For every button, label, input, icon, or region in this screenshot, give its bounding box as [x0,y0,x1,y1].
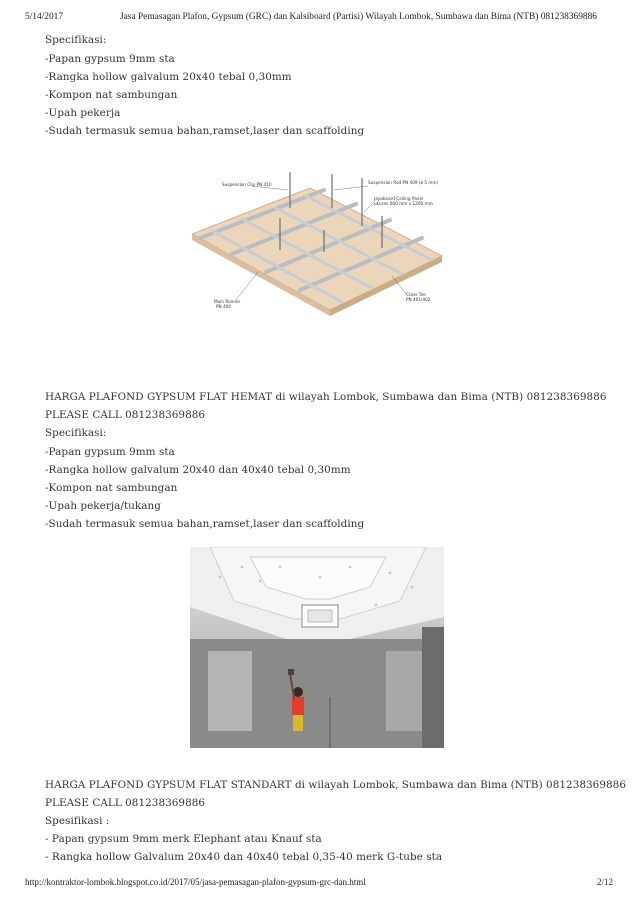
label-jayaboard-size: ukuran 600 mm x 1200 mm [374,201,433,206]
ceiling-installation-photo [190,547,444,748]
spec-item: -Kompon nat sambungan [45,482,178,494]
page-title: Jasa Pemasagan Plafon, Gypsum (GRC) dan Kalsiboard (Partisi) Wilayah Lombok, Sumbawa dan Bima (NTB) 081238369886 [120,12,597,22]
page-header [25,12,613,26]
spec-item: -Sudah termasuk semua bahan,ramset,laser dan scaffolding [45,125,365,137]
label-suspension-clip: Suspension Clip PN 410 [222,182,272,187]
spec-item: - Rangka hollow Galvalum 20x40 dan 40x40 tebal 0,35-40 merk G-tube sta [45,851,443,863]
spec-item: -Sudah termasuk semua bahan,ramset,laser dan scaffolding [45,518,365,530]
spec-heading: Specifikasi: [45,34,107,46]
contact-line: PLEASE CALL 081238369886 [45,797,206,809]
spec-item: - Papan gypsum 9mm merk Elephant atau Knauf sta [45,833,322,845]
page-footer [25,877,613,891]
spec-heading: Spesifikasi : [45,815,110,827]
label-cross-tee-pn: PN 401/402 [406,297,431,302]
label-main-runner-pn: PN 400 [216,304,231,309]
page-number: 2/12 [596,877,613,887]
spec-item: -Upah pekerja/tukang [45,500,161,512]
label-cross-tee: Cross Tee [406,292,426,297]
label-suspension-rod: Suspension Rod PN 409 (ø 5 mm) [368,180,439,185]
spec-item: -Papan gypsum 9mm sta [45,53,175,65]
source-url[interactable]: http://kontraktor-lombok.blogspot.co.id/2017/05/jasa-pemasagan-plafon-gypsum-grc-dan.html [25,877,366,887]
price-heading-standart: HARGA PLAFOND GYPSUM FLAT STANDART di wilayah Lombok, Sumbawa dan Bima (NTB) 081238369886 [45,779,626,791]
spec-item: -Rangka hollow galvalum 20x40 dan 40x40 tebal 0,30mm [45,464,351,476]
label-jayaboard: Jayaboard Ceiling Panel [374,196,424,201]
spec-heading: Specifikasi: [45,427,107,439]
spec-item: -Papan gypsum 9mm sta [45,446,175,458]
label-main-runner: Main Runner [214,299,241,304]
spec-item: -Rangka hollow galvalum 20x40 tebal 0,30mm [45,71,292,83]
spec-item: -Kompon nat sambungan [45,89,178,101]
contact-line: PLEASE CALL 081238369886 [45,409,206,421]
ceiling-grid-diagram [192,168,444,328]
spec-item: -Upah pekerja [45,107,121,119]
print-date: 5/14/2017 [25,12,64,22]
price-heading-hemat: HARGA PLAFOND GYPSUM FLAT HEMAT di wilayah Lombok, Sumbawa dan Bima (NTB) 081238369886 [45,391,607,403]
